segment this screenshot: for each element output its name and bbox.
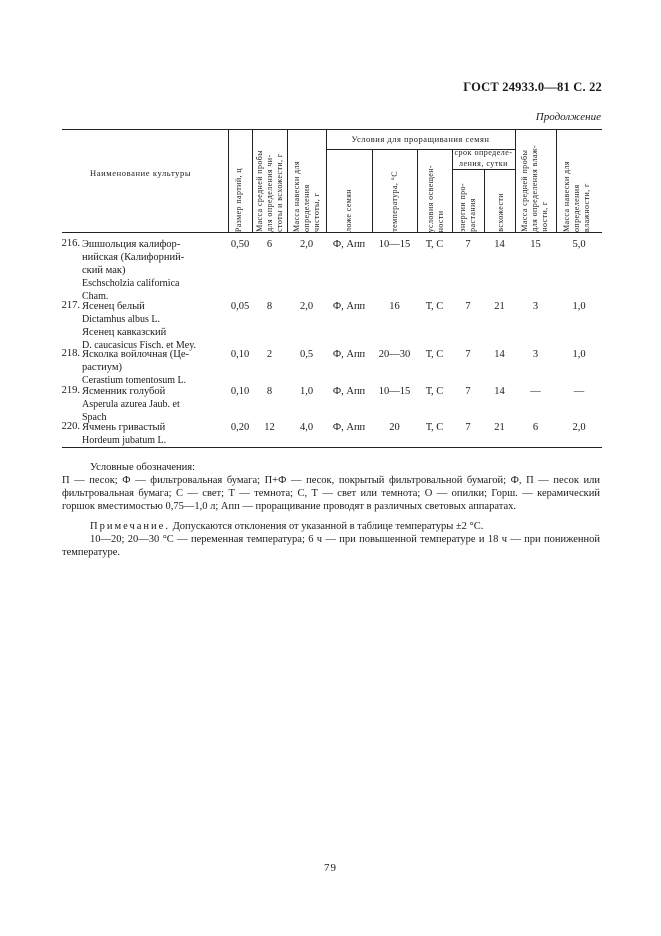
header-separator [417,149,418,232]
temperature: 20 [389,422,400,433]
legend-title: Условные обозначения: [90,462,196,473]
moisture-sample: — [573,386,585,397]
continuation-label: Продолжение [535,111,601,123]
avg-sample-mass-header: Масса средней пробы для определения чи- стоты и всхожести, г [255,150,284,232]
moisture-sample-mass: 3 [532,349,539,360]
row-number: 220. [61,421,80,432]
germination: 14 [494,349,505,360]
lot-size: 0,05 [230,301,250,312]
header-separator [287,129,288,232]
avg-sample-mass: 8 [266,386,273,397]
temperature: 16 [389,301,400,312]
moisture-sample-mass: 6 [532,422,539,433]
moisture-sample-mass: 15 [530,239,541,250]
lighting: Т, С [425,239,444,250]
moisture-sample-mass: 3 [532,301,539,312]
moisture-sample: 1,0 [572,349,586,360]
culture-name: Ячмень гривастый Hordeum jubatum L. [82,422,167,446]
moisture-sample-mass: — [530,386,541,397]
header-separator [372,149,373,232]
seed-bed: Ф, Апп [332,239,366,250]
purity-sample-mass: 4,0 [299,422,314,433]
purity-sample-mass: 0,5 [299,349,314,360]
remark-block [62,520,600,559]
moisture-sample: 5,0 [572,239,586,250]
purity-sample-mass: 1,0 [299,386,314,397]
header-separator [252,129,253,232]
germination: 14 [494,239,505,250]
seed-bed: Ф, Апп [332,386,366,397]
lighting-header: условия освещен- ности [426,164,445,232]
seed-bed: Ф, Апп [332,349,366,360]
seed-bed-header: ложе семян [344,189,353,232]
germination: 14 [494,386,505,397]
germination-energy: 7 [465,239,471,250]
lighting: Т, С [425,422,444,433]
purity-sample-mass: 2,0 [299,301,314,312]
lot-size: 0,10 [230,386,250,397]
moisture-sample-mass-header: Масса средней пробы для определения влаж- ности, г [520,145,549,232]
avg-sample-mass: 6 [266,239,273,250]
temperature: 10—15 [378,239,411,250]
germination-energy: 7 [465,422,471,433]
row-number: 218. [61,348,80,359]
lot-size: 0,10 [230,349,250,360]
header-separator [228,129,229,232]
seed-bed: Ф, Апп [332,422,366,433]
culture-name-header: Наименование культуры [90,168,192,178]
moisture-sample: 2,0 [572,422,586,433]
remark-label: Примечание. [90,521,170,532]
term-group-header: срок определе- ления, сутки [454,148,513,168]
moisture-sample-header: Масса навески для определения влажности, г [562,161,591,232]
lighting: Т, С [425,349,444,360]
culture-name: Эшшольция калифор- нийская (Калифорний- ский мак) Eschscholzia californica Cham. [82,239,185,302]
page-number: 79 [324,862,337,874]
remark-text-2: 10—20; 20—30 °С — переменная температура; 6 ч — при повышенной температуре и 18 ч — при пониженной температуре. [62,534,600,558]
row-number: 216. [61,238,80,249]
temperature-header: температура, °С [390,171,399,232]
purity-sample-mass: 2,0 [299,239,314,250]
lot-size-header: Размер партий, ц [234,167,243,232]
germination-energy-header: энергии про- растания [458,183,477,232]
avg-sample-mass: 2 [266,349,273,360]
table-bottom-rule [62,447,602,448]
header-separator [326,129,327,232]
header-separator [515,129,516,232]
culture-name: Ясменник голубой Asperula azurea Jaub. et Spach [82,386,180,423]
culture-name: Ясколка войлочная (Це- растиум) Cerastium tomentosum L. [82,349,190,386]
legend-block [62,461,600,513]
lighting: Т, С [425,386,444,397]
germination-energy: 7 [465,349,471,360]
header-separator [556,129,557,232]
temperature: 20—30 [378,349,411,360]
legend-text: П — песок; Ф — фильтровальная бумага; П+Ф — песок, покрытый фильтровальной бумагой; Ф, П — песок или фильтровальная бумага; С — свет; Т — темнота; С, Т — свет или темнота; О — опилки; Горш. — керамический горшок вместимостью 0,75—1,0 л; Апп — проращивание проводят в различных световых аппаратах. [62,475,600,512]
germination-energy: 7 [465,301,471,312]
group-rule [452,169,515,170]
germination: 21 [494,422,505,433]
lot-size: 0,20 [230,422,250,433]
moisture-sample: 1,0 [572,301,586,312]
standard-header: ГОСТ 24933.0—81 С. 22 [463,80,602,94]
lighting: Т, С [425,301,444,312]
row-number: 219. [61,385,80,396]
germination: 21 [494,301,505,312]
temperature: 10—15 [378,386,411,397]
row-number: 217. [61,300,80,311]
header-separator [484,169,485,232]
purity-sample-header: Масса навески для определения чистоты, г [292,161,321,232]
germination-energy: 7 [465,386,471,397]
conditions-group-header: Условия для проращивания семян [351,134,490,144]
avg-sample-mass: 12 [264,422,275,433]
avg-sample-mass: 8 [266,301,273,312]
table-top-rule [62,129,602,130]
culture-name: Ясенец белый Dictamhus albus L. Ясенец кавказский D. caucasicus Fisch. et Mey. [82,301,197,351]
table-header-bottom-rule [62,232,602,233]
seed-bed: Ф, Апп [332,301,366,312]
lot-size: 0,50 [230,239,250,250]
remark-text: Допускаются отклонения от указанной в таблице температуры ±2 °С. [172,521,484,532]
germination-header: всхожести [496,193,505,232]
